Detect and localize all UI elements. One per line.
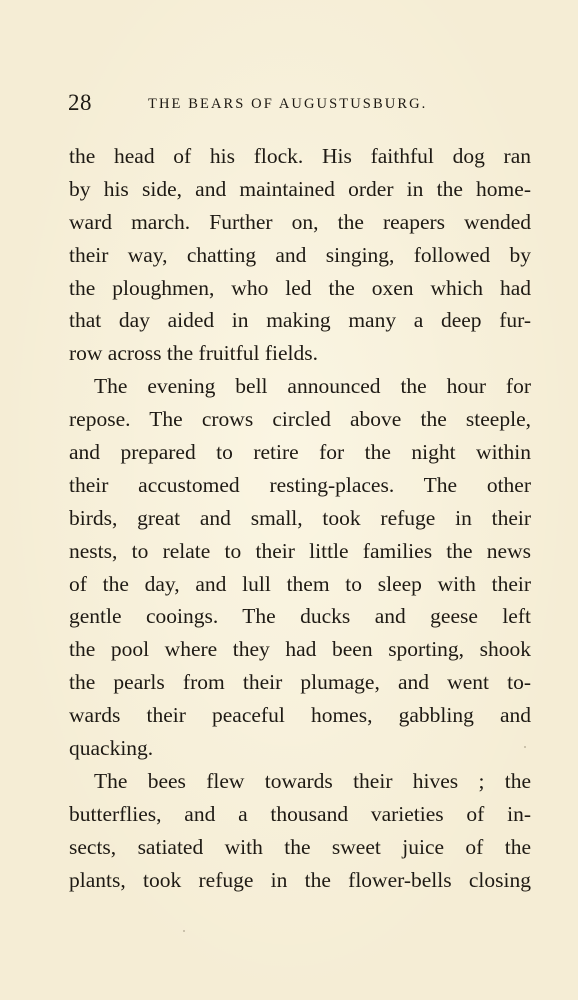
text-line: birds, great and small, took refuge in their [69,505,531,530]
text-line: nests, to relate to their little families the news [69,538,531,563]
text-line: The evening bell announced the hour for [94,374,531,399]
text-line: wards their peaceful homes, gabbling and [69,703,531,728]
text-line: their accustomed resting-places. The other [69,472,531,497]
text-line: the ploughmen, who led the oxen which had [69,275,531,300]
text-line: sects, satiated with the sweet juice of the [69,834,531,859]
text-line: ward march. Further on, the reapers wended [69,209,531,234]
text-line: of the day, and lull them to sleep with their [69,571,531,596]
text-line: gentle cooings. The ducks and geese left [69,604,531,629]
text-line: by his side, and maintained order in the home- [69,176,531,201]
text-line: butterflies, and a thousand varieties of in- [69,801,531,826]
running-title: THE BEARS OF AUGUSTUSBURG. [148,96,428,112]
text-line: quacking. [69,736,154,761]
text-line: the pearls from their plumage, and went to- [69,670,531,695]
page-number: 28 [68,90,92,115]
text-line: The bees flew towards their hives ; the [94,768,531,793]
paper-speck [183,930,185,932]
text-line: the head of his flock. His faithful dog ran [69,144,531,168]
running-head [68,88,530,118]
text-line: and prepared to retire for the night within [69,440,531,465]
body-text [69,140,531,896]
text-line: row across the fruitful fields. [69,341,318,366]
text-line: the pool where they had been sporting, shook [69,637,531,662]
text-line: that day aided in making many a deep fur- [69,308,531,333]
text-line: their way, chatting and singing, followed by [69,242,531,267]
text-line: plants, took refuge in the flower-bells closing [69,867,531,892]
text-line: repose. The crows circled above the steeple, [69,407,531,432]
paper-speck [524,746,526,748]
